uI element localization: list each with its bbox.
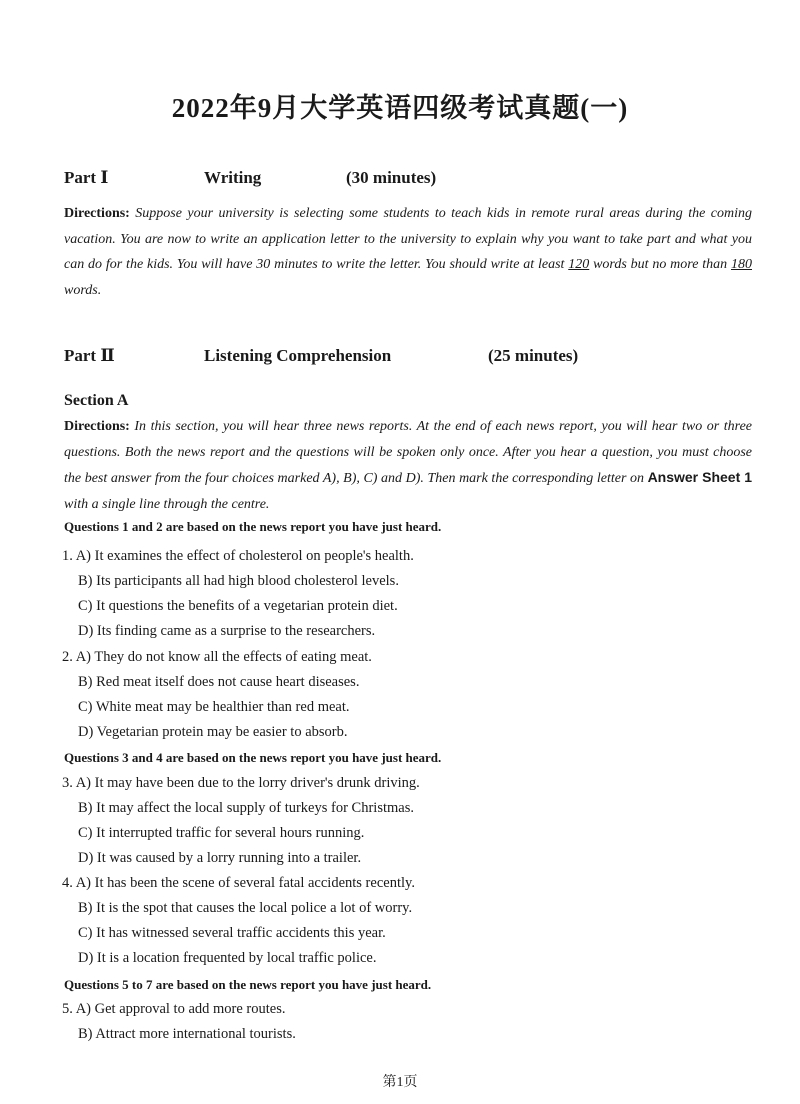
part2-directions-label: Directions: (64, 419, 130, 434)
question-option: B) It is the spot that causes the local police a lot of worry. (78, 900, 413, 916)
part2-name: Listening Comprehension (204, 346, 392, 365)
page-number: 第1页 (382, 1075, 418, 1090)
option-text: A) Get approval to add more routes. (75, 1001, 286, 1017)
part2-time: (25 minutes) (488, 346, 579, 365)
part1-min-words: 120 (568, 257, 590, 272)
part1-label: Part Ⅰ (64, 168, 109, 187)
part1-directions-text-a: Suppose your university is selecting some students to teach kids in remote rural areas during the coming vacation. You are now to write an application letter to the university to explain why you want to take part and what you can do for the kids. You will have 30 minutes to write the letter. You should write at least (64, 206, 752, 272)
part1-directions-text-c: words. (64, 282, 102, 298)
question-option: B) Red meat itself does not cause heart diseases. (78, 674, 360, 690)
question-option: C) It has witnessed several traffic accidents this year. (78, 925, 386, 941)
part1-name: Writing (204, 168, 262, 187)
question-group-heading: Questions 5 to 7 are based on the news report you have just heard. (64, 977, 432, 992)
page-title: 2022年9月大学英语四级考试真题(一) (171, 93, 629, 123)
question-option (62, 548, 414, 565)
answer-sheet-label: Answer Sheet 1 (647, 469, 752, 485)
question-group-heading: Questions 3 and 4 are based on the news report you have just heard. (64, 750, 442, 765)
question-option: D) It is a location frequented by local traffic police. (78, 950, 377, 966)
question-option (62, 1001, 286, 1018)
option-text: A) It has been the scene of several fatal accidents recently. (75, 875, 415, 891)
part2-directions-text-b: with a single line through the centre. (64, 496, 270, 512)
question-option: B) Its participants all had high blood cholesterol levels. (78, 573, 399, 589)
question-option: B) It may affect the local supply of turkeys for Christmas. (78, 800, 414, 816)
question-group-heading: Questions 1 and 2 are based on the news report you have just heard. (64, 519, 442, 534)
part1-directions (64, 201, 752, 303)
question-number: 1. (62, 548, 73, 564)
question-number: 5. (62, 1001, 73, 1017)
question-option (62, 875, 415, 892)
question-option (62, 649, 372, 666)
question-option: C) It questions the benefits of a vegetarian protein diet. (78, 598, 398, 614)
option-text: A) They do not know all the effects of eating meat. (75, 649, 372, 665)
part2-directions (64, 414, 752, 517)
question-option (62, 775, 420, 792)
question-option: C) It interrupted traffic for several hours running. (78, 825, 365, 841)
option-text: A) It may have been due to the lorry driver's drunk driving. (75, 775, 420, 791)
question-option: B) Attract more international tourists. (78, 1026, 296, 1042)
part1-directions-label: Directions: (64, 206, 130, 221)
question-option: D) Its finding came as a surprise to the researchers. (78, 623, 376, 639)
question-number: 3. (62, 775, 73, 791)
part1-max-words: 180 (731, 257, 752, 272)
part2-directions-text-a: In this section, you will hear three news reports. At the end of each news report, you will hear two or three questions. Both the news report and the questions will be spoken only once. After you hear a question, you must choose the best answer from the four choices marked A), B), C) and D). Then mark the corresponding letter on (64, 419, 752, 486)
question-option: D) Vegetarian protein may be easier to absorb. (78, 724, 348, 740)
part1-directions-text-b: words but no more than (589, 257, 731, 272)
question-number: 2. (62, 649, 73, 665)
part1-time: (30 minutes) (346, 168, 437, 187)
section-a-heading: Section A (64, 392, 129, 409)
question-option: D) It was caused by a lorry running into a trailer. (78, 850, 362, 866)
part2-label: Part Ⅱ (64, 346, 115, 365)
question-number: 4. (62, 875, 73, 891)
question-option: C) White meat may be healthier than red meat. (78, 699, 350, 715)
option-text: A) It examines the effect of cholesterol on people's health. (75, 548, 414, 564)
